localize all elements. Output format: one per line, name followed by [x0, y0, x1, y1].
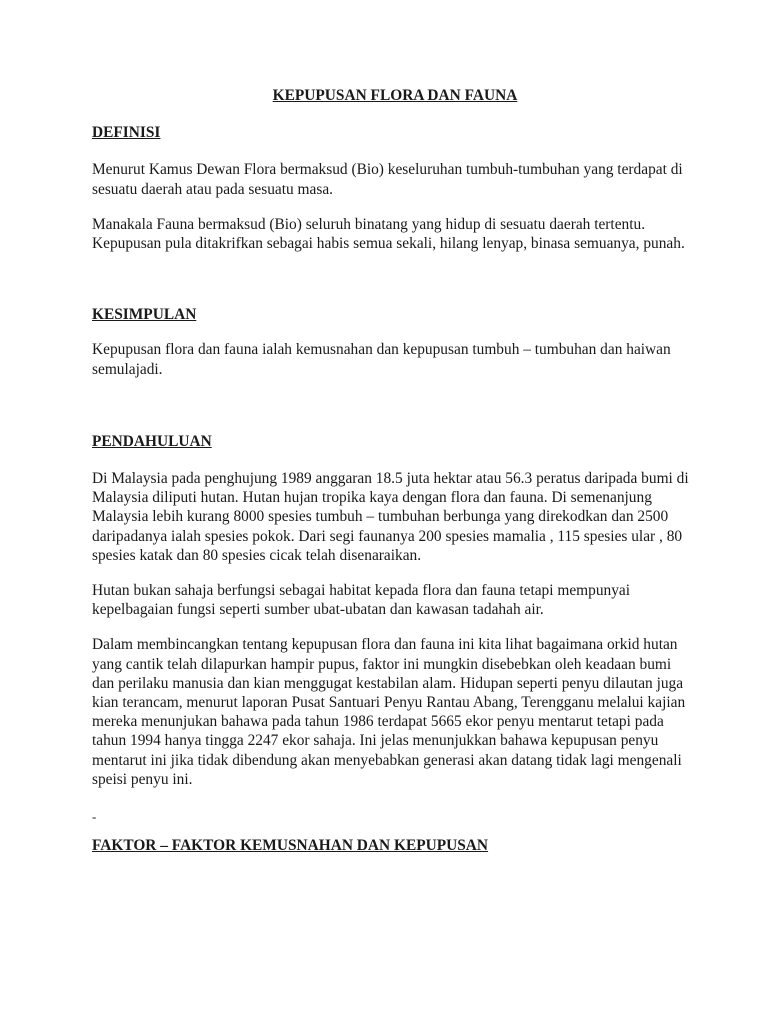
dash-mark: -	[92, 809, 97, 825]
paragraph-definisi-flora: Menurut Kamus Dewan Flora bermaksud (Bio) keseluruhan tumbuh-tumbuhan yang terdapat di sesuatu daerah atau pada sesuatu masa.	[92, 161, 683, 198]
heading-faktor: FAKTOR – FAKTOR KEMUSNAHAN DAN KEPUPUSAN	[92, 837, 489, 855]
heading-pendahuluan: PENDAHULUAN	[92, 432, 212, 450]
paragraph-kesimpulan: Kepupusan flora dan fauna ialah kemusnahan dan kepupusan tumbuh – tumbuhan dan haiwan semulajadi.	[92, 341, 671, 378]
heading-definisi: DEFINISI	[92, 124, 161, 142]
heading-kesimpulan: KESIMPULAN	[92, 306, 197, 324]
paragraph-definisi-fauna: Manakala Fauna bermaksud (Bio) seluruh binatang yang hidup di sesuatu daerah tertentu. Kepupusan pula ditakrifkan sebagai habis semua sekali, hilang lenyap, binasa semuanya, punah.	[92, 215, 685, 253]
document-title: KEPUPUSAN FLORA DAN FAUNA	[272, 87, 518, 104]
paragraph-pendahuluan-malaysia: Di Malaysia pada penghujung 1989 anggaran 18.5 juta hektar atau 56.3 peratus daripada bumi di Malaysia diliputi hutan. Hutan hujan tropika kaya dengan flora dan fauna. Di semenanjung Malaysia lebih kurang 8000 spesies tumbuh – tumbuhan berbunga yang direkodkan dan 2500 daripadanya ialah spesies pokok. Dari segi faunanya 200 spesies mamalia , 115 spesies ular , 80 spesies katak dan 80 spesies cicak telah disenaraikan.	[92, 470, 689, 564]
paragraph-pendahuluan-hutan: Hutan bukan sahaja berfungsi sebagai habitat kepada flora dan fauna tetapi mempunyai kepelbagaian fungsi seperti sumber ubat-ubatan dan kawasan tadahah air.	[92, 582, 631, 619]
document-content	[92, 86, 692, 855]
paragraph-pendahuluan-kepupusan: Dalam membincangkan tentang kepupusan flora dan fauna ini kita lihat bagaimana orkid hutan yang cantik telah dilapurkan hampir pupus, faktor ini mungkin disebebkan oleh keadaan bumi dan perilaku manusia dan kian menggugat kestabilan alam. Hidupan seperti penyu dilautan juga kian terancam, menurut laporan Pusat Santuari Penyu Rantau Abang, Terengganu melalui kajian mereka menunjukan bahawa pada tahun 1986 terdapat 5665 ekor penyu mentarut tetapi pada tahun 1994 hanya tingga 2247 ekor sahaja. Ini jelas menunjukkan bahawa kepupusan penyu mentarut ini jika tidak dibendung akan menyebabkan generasi akan datang tidak lagi mengenali speisi penyu ini.	[92, 636, 686, 788]
